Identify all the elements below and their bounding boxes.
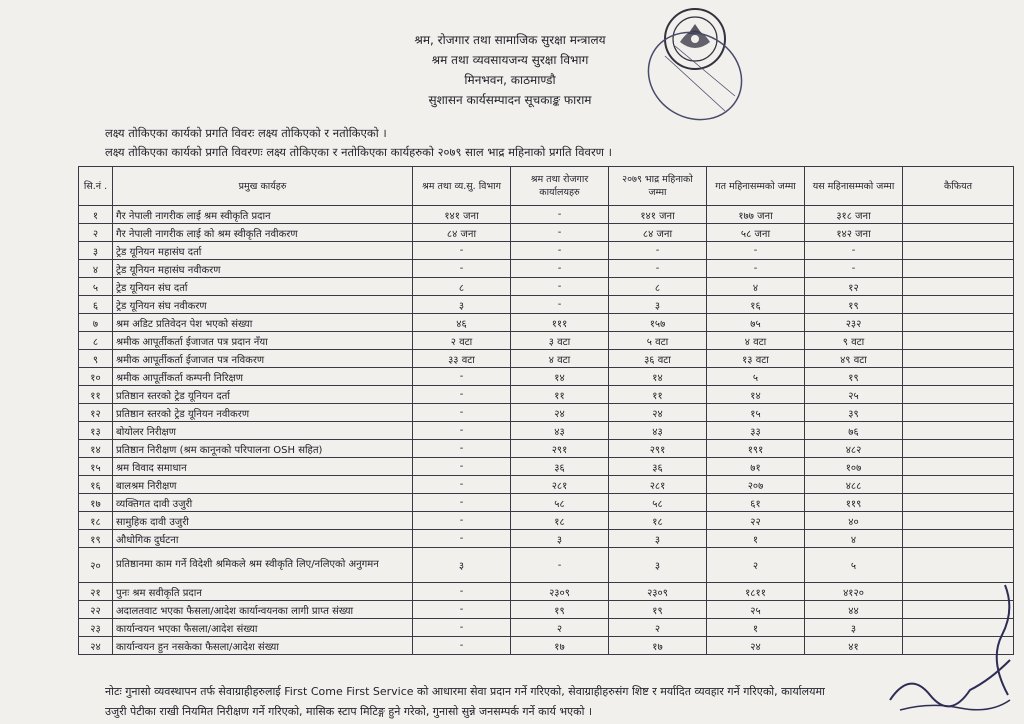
cell-remarks bbox=[903, 350, 1014, 368]
column-header-prev-total: गत महिनासम्मको जम्मा bbox=[707, 167, 805, 206]
cell-prev-total: ५ bbox=[707, 368, 805, 386]
cell-month-total: ३६ bbox=[609, 458, 707, 476]
cell-month-total: १५७ bbox=[609, 314, 707, 332]
cell-work: श्रमीक आपूर्तीकर्ता ईजाजत पत्र प्रदान नँया bbox=[113, 332, 413, 350]
cell-offices: ४ वटा bbox=[511, 350, 609, 368]
cell-month-total: ५८ bbox=[609, 494, 707, 512]
cell-offices: ३ bbox=[511, 530, 609, 548]
cell-work: प्रतिष्ठान स्तरको ट्रेड यूनियन दर्ता bbox=[113, 386, 413, 404]
cell-sn: २० bbox=[79, 548, 113, 583]
cell-offices: - bbox=[511, 206, 609, 224]
cell-department: - bbox=[413, 260, 511, 278]
cell-remarks bbox=[903, 404, 1014, 422]
department-name: श्रम तथा व्यवसायजन्य सुरक्षा विभाग bbox=[431, 53, 589, 67]
cell-month-total: ५ वटा bbox=[609, 332, 707, 350]
cell-sn: ३ bbox=[79, 242, 113, 260]
cell-month-total: ३ bbox=[609, 296, 707, 314]
cell-cum-total: ३१८ जना bbox=[805, 206, 903, 224]
cell-department: २ वटा bbox=[413, 332, 511, 350]
table-row bbox=[79, 619, 1014, 637]
cell-department: ३ bbox=[413, 548, 511, 583]
cell-remarks bbox=[903, 332, 1014, 350]
cell-department: ३३ वटा bbox=[413, 350, 511, 368]
cell-month-total: २९१ bbox=[609, 440, 707, 458]
cell-remarks bbox=[903, 206, 1014, 224]
cell-department: ३ bbox=[413, 296, 511, 314]
cell-month-total: ३६ वटा bbox=[609, 350, 707, 368]
cell-sn: ९ bbox=[79, 350, 113, 368]
cell-remarks bbox=[903, 476, 1014, 494]
cell-cum-total: ३९ bbox=[805, 404, 903, 422]
cell-prev-total: १ bbox=[707, 530, 805, 548]
cell-department: - bbox=[413, 458, 511, 476]
cell-cum-total: ४ bbox=[805, 530, 903, 548]
cell-prev-total: १ bbox=[707, 619, 805, 637]
cell-work: श्रमीक आपूर्तीकर्ता ईजाजत पत्र नविकरण bbox=[113, 350, 413, 368]
cell-cum-total: १४२ जना bbox=[805, 224, 903, 242]
cell-work: व्यक्तिगत दावी उजुरी bbox=[113, 494, 413, 512]
cell-prev-total: ७५ bbox=[707, 314, 805, 332]
cell-offices: १११ bbox=[511, 314, 609, 332]
cell-department: - bbox=[413, 601, 511, 619]
cell-prev-total: - bbox=[707, 260, 805, 278]
table-row bbox=[79, 386, 1014, 404]
cell-month-total: ३ bbox=[609, 530, 707, 548]
cell-offices: १८ bbox=[511, 512, 609, 530]
cell-work: कार्यान्वयन हुन नसकेका फैसला/आदेश संख्या bbox=[113, 637, 413, 655]
table-row bbox=[79, 260, 1014, 278]
table-row bbox=[79, 601, 1014, 619]
cell-sn: ११ bbox=[79, 386, 113, 404]
table-row bbox=[79, 242, 1014, 260]
cell-work: गैर नेपाली नागरीक लाई श्रम स्वीकृति प्रदान bbox=[113, 206, 413, 224]
table-row bbox=[79, 637, 1014, 655]
cell-sn: १० bbox=[79, 368, 113, 386]
cell-sn: १६ bbox=[79, 476, 113, 494]
cell-month-total: - bbox=[609, 242, 707, 260]
progress-table bbox=[78, 166, 1014, 655]
cell-sn: २३ bbox=[79, 619, 113, 637]
cell-month-total: ८ bbox=[609, 278, 707, 296]
cell-cum-total: ७६ bbox=[805, 422, 903, 440]
cell-month-total: ८४ जना bbox=[609, 224, 707, 242]
cell-cum-total: ४८२ bbox=[805, 440, 903, 458]
cell-sn: ६ bbox=[79, 296, 113, 314]
cell-work: ट्रेड यूनियन महासंघ नवीकरण bbox=[113, 260, 413, 278]
cell-work: पुनः श्रम सवीकृति प्रदान bbox=[113, 583, 413, 601]
cell-prev-total: २०७ bbox=[707, 476, 805, 494]
cell-sn: ७ bbox=[79, 314, 113, 332]
cell-work: ट्रेड यूनियन संघ दर्ता bbox=[113, 278, 413, 296]
cell-sn: २ bbox=[79, 224, 113, 242]
cell-month-total: १९ bbox=[609, 601, 707, 619]
cell-remarks bbox=[903, 512, 1014, 530]
cell-offices: १७ bbox=[511, 637, 609, 655]
table-row bbox=[79, 314, 1014, 332]
column-header-sn: सि.नं . bbox=[79, 167, 113, 206]
cell-prev-total: ६१ bbox=[707, 494, 805, 512]
column-header-department: श्रम तथा व्य.सु. विभाग bbox=[413, 167, 511, 206]
cell-offices: - bbox=[511, 278, 609, 296]
cell-work: अदालतवाट भएका फैसला/आदेश कार्यान्वयनका लागी प्राप्त संख्या bbox=[113, 601, 413, 619]
table-row bbox=[79, 224, 1014, 242]
table-row bbox=[79, 512, 1014, 530]
cell-offices: २९१ bbox=[511, 440, 609, 458]
cell-offices: ५८ bbox=[511, 494, 609, 512]
cell-prev-total: ५८ जना bbox=[707, 224, 805, 242]
note-line-1: नोटः गुनासो व्यवस्थापन तर्फ सेवाग्राहीहरुलाई First Come First Service को आधारमा सेवा प्रदान गर्ने गरिएको, सेवाग्राहीहरुसंग शिष्ट र मर्यादित व्यवहार गर्ने गरिएको, कार्यालयमा bbox=[105, 685, 825, 698]
cell-cum-total: ११९ bbox=[805, 494, 903, 512]
table-row bbox=[79, 350, 1014, 368]
cell-prev-total: १८११ bbox=[707, 583, 805, 601]
cell-prev-total: २४ bbox=[707, 637, 805, 655]
column-header-month-total: २०७९ भाद्र महिनाको जम्मा bbox=[609, 167, 707, 206]
cell-work: गैर नेपाली नागरीक लाई को श्रम स्वीकृति नवीकरण bbox=[113, 224, 413, 242]
cell-prev-total: - bbox=[707, 242, 805, 260]
cell-department: - bbox=[413, 422, 511, 440]
cell-cum-total: ४१२० bbox=[805, 583, 903, 601]
cell-sn: २१ bbox=[79, 583, 113, 601]
cell-department: - bbox=[413, 530, 511, 548]
cell-offices: ४३ bbox=[511, 422, 609, 440]
cell-prev-total: २ bbox=[707, 548, 805, 583]
form-title: सुशासन कार्यसम्पादन सूचकाङ्क फाराम bbox=[428, 93, 592, 107]
cell-sn: १४ bbox=[79, 440, 113, 458]
cell-work: सामुहिक दावी उजुरी bbox=[113, 512, 413, 530]
cell-department: - bbox=[413, 619, 511, 637]
cell-sn: १८ bbox=[79, 512, 113, 530]
table-row bbox=[79, 422, 1014, 440]
table-row bbox=[79, 404, 1014, 422]
cell-month-total: २८१ bbox=[609, 476, 707, 494]
cell-prev-total: १७७ जना bbox=[707, 206, 805, 224]
vertical-signature-icon bbox=[990, 580, 1020, 700]
intro-line-2: लक्ष्य तोकिएका कार्यको प्रगति विवरणः लक्ष्य तोकिएका र नतोकिएका कार्यहरुको २०७९ साल भाद्र महिनाको प्रगति विवरण । bbox=[105, 145, 612, 159]
cell-cum-total: २३२ bbox=[805, 314, 903, 332]
cell-work: बालश्रम निरीक्षण bbox=[113, 476, 413, 494]
note-line-2: उजुरी पेटीका राखी नियमित निरीक्षण गर्ने गरिएको, मासिक स्टाप मिटिङ्ग हुने गरेको, गुनासो सुन्ने जनसम्पर्क गर्ने कार्य भएको । bbox=[105, 705, 593, 718]
cell-remarks bbox=[903, 440, 1014, 458]
table-row bbox=[79, 296, 1014, 314]
ministry-name: श्रम, रोजगार तथा सामाजिक सुरक्षा मन्त्रालय bbox=[414, 33, 606, 47]
cell-remarks bbox=[903, 530, 1014, 548]
cell-prev-total: २५ bbox=[707, 601, 805, 619]
column-header-cum-total: यस महिनासम्मको जम्मा bbox=[805, 167, 903, 206]
cell-offices: २ bbox=[511, 619, 609, 637]
table-row bbox=[79, 476, 1014, 494]
cell-prev-total: ४ वटा bbox=[707, 332, 805, 350]
cell-cum-total: ९ वटा bbox=[805, 332, 903, 350]
table-row bbox=[79, 332, 1014, 350]
cell-offices: ३ वटा bbox=[511, 332, 609, 350]
cell-month-total: २४ bbox=[609, 404, 707, 422]
cell-sn: १ bbox=[79, 206, 113, 224]
cell-department: - bbox=[413, 242, 511, 260]
cell-sn: २४ bbox=[79, 637, 113, 655]
table-row bbox=[79, 548, 1014, 583]
cell-month-total: २ bbox=[609, 619, 707, 637]
cell-work: प्रतिष्ठानमा काम गर्ने विदेशी श्रमिकले श्रम स्वीकृति लिए/नलिएको अनुगमन bbox=[113, 548, 413, 583]
intro-line-1: लक्ष्य तोकिएका कार्यको प्रगति विवरः लक्ष्य तोकिएको र नतोकिएको । bbox=[105, 126, 387, 140]
cell-remarks bbox=[903, 458, 1014, 476]
cell-work: प्रतिष्ठान निरीक्षण (श्रम कानूनको परिपालना OSH सहित) bbox=[113, 440, 413, 458]
cell-work: श्रमीक आपूर्तीकर्ता कम्पनी निरिक्षण bbox=[113, 368, 413, 386]
cell-month-total: ११ bbox=[609, 386, 707, 404]
cell-work: औधोगिक दुर्घटना bbox=[113, 530, 413, 548]
cell-cum-total: ३ bbox=[805, 619, 903, 637]
cell-month-total: ३ bbox=[609, 548, 707, 583]
cell-prev-total: ४ bbox=[707, 278, 805, 296]
cell-cum-total: १९ bbox=[805, 368, 903, 386]
table-row bbox=[79, 206, 1014, 224]
cell-work: प्रतिष्ठान स्तरको ट्रेड यूनियन नवीकरण bbox=[113, 404, 413, 422]
column-header-remarks: कैफियत bbox=[903, 167, 1014, 206]
cell-offices: २३०९ bbox=[511, 583, 609, 601]
cell-sn: ५ bbox=[79, 278, 113, 296]
cell-work: श्रम विवाद समाधान bbox=[113, 458, 413, 476]
cell-offices: ३६ bbox=[511, 458, 609, 476]
cell-cum-total: १२ bbox=[805, 278, 903, 296]
cell-remarks bbox=[903, 548, 1014, 583]
document-header bbox=[290, 30, 730, 110]
cell-prev-total: १४ bbox=[707, 386, 805, 404]
table-row bbox=[79, 494, 1014, 512]
cell-sn: २२ bbox=[79, 601, 113, 619]
cell-remarks bbox=[903, 224, 1014, 242]
table-row bbox=[79, 440, 1014, 458]
table-row bbox=[79, 368, 1014, 386]
cell-department: ४६ bbox=[413, 314, 511, 332]
cell-prev-total: ३३ bbox=[707, 422, 805, 440]
table-row bbox=[79, 278, 1014, 296]
cell-prev-total: १३ वटा bbox=[707, 350, 805, 368]
cell-offices: १४ bbox=[511, 368, 609, 386]
table-row bbox=[79, 583, 1014, 601]
cell-remarks bbox=[903, 422, 1014, 440]
cell-work: बोयोलर निरीक्षण bbox=[113, 422, 413, 440]
cell-offices: - bbox=[511, 260, 609, 278]
table-header-row bbox=[79, 167, 1014, 206]
cell-department: - bbox=[413, 512, 511, 530]
cell-prev-total: १९१ bbox=[707, 440, 805, 458]
cell-sn: ४ bbox=[79, 260, 113, 278]
table-row bbox=[79, 530, 1014, 548]
cell-sn: १९ bbox=[79, 530, 113, 548]
cell-offices: १९ bbox=[511, 601, 609, 619]
cell-month-total: १४१ जना bbox=[609, 206, 707, 224]
cell-month-total: १४ bbox=[609, 368, 707, 386]
cell-department: - bbox=[413, 440, 511, 458]
table-row bbox=[79, 458, 1014, 476]
cell-remarks bbox=[903, 296, 1014, 314]
cell-department: १४१ जना bbox=[413, 206, 511, 224]
cell-cum-total: ४८८ bbox=[805, 476, 903, 494]
cell-department: - bbox=[413, 583, 511, 601]
cell-department: - bbox=[413, 637, 511, 655]
cell-month-total: २३०९ bbox=[609, 583, 707, 601]
cell-prev-total: २२ bbox=[707, 512, 805, 530]
cell-prev-total: ७१ bbox=[707, 458, 805, 476]
cell-prev-total: १६ bbox=[707, 296, 805, 314]
cell-work: कार्यान्वयन भएका फैसला/आदेश संख्या bbox=[113, 619, 413, 637]
cell-cum-total: ५ bbox=[805, 548, 903, 583]
cell-remarks bbox=[903, 260, 1014, 278]
cell-work: ट्रेड यूनियन संघ नवीकरण bbox=[113, 296, 413, 314]
cell-department: - bbox=[413, 404, 511, 422]
cell-department: - bbox=[413, 368, 511, 386]
cell-cum-total: १०७ bbox=[805, 458, 903, 476]
cell-remarks bbox=[903, 242, 1014, 260]
cell-cum-total: - bbox=[805, 260, 903, 278]
cell-department: - bbox=[413, 476, 511, 494]
cell-offices: २८१ bbox=[511, 476, 609, 494]
cell-month-total: १८ bbox=[609, 512, 707, 530]
cell-cum-total: ४९ वटा bbox=[805, 350, 903, 368]
column-header-offices: श्रम तथा रोजगार कार्यालयहरु bbox=[511, 167, 609, 206]
office-location: मिनभवन, काठमाण्डौ bbox=[464, 73, 556, 87]
cell-sn: ८ bbox=[79, 332, 113, 350]
cell-remarks bbox=[903, 278, 1014, 296]
cell-remarks bbox=[903, 314, 1014, 332]
cell-remarks bbox=[903, 386, 1014, 404]
cell-department: ८ bbox=[413, 278, 511, 296]
cell-month-total: १७ bbox=[609, 637, 707, 655]
cell-month-total: - bbox=[609, 260, 707, 278]
column-header-work: प्रमुख कार्यहरु bbox=[113, 167, 413, 206]
cell-sn: १२ bbox=[79, 404, 113, 422]
cell-sn: १७ bbox=[79, 494, 113, 512]
cell-work: ट्रेड यूनियन महासंघ दर्ता bbox=[113, 242, 413, 260]
cell-sn: १३ bbox=[79, 422, 113, 440]
cell-cum-total: १९ bbox=[805, 296, 903, 314]
cell-cum-total: - bbox=[805, 242, 903, 260]
cell-prev-total: १५ bbox=[707, 404, 805, 422]
cell-month-total: ४३ bbox=[609, 422, 707, 440]
cell-cum-total: ४४ bbox=[805, 601, 903, 619]
cell-offices: - bbox=[511, 242, 609, 260]
cell-remarks bbox=[903, 494, 1014, 512]
cell-cum-total: ४० bbox=[805, 512, 903, 530]
cell-offices: - bbox=[511, 224, 609, 242]
cell-department: - bbox=[413, 494, 511, 512]
cell-cum-total: २५ bbox=[805, 386, 903, 404]
cell-sn: १५ bbox=[79, 458, 113, 476]
cell-offices: ११ bbox=[511, 386, 609, 404]
cell-remarks bbox=[903, 368, 1014, 386]
cell-offices: - bbox=[511, 548, 609, 583]
cell-work: श्रम अडिट प्रतिवेदन पेश भएको संख्या bbox=[113, 314, 413, 332]
cell-offices: २४ bbox=[511, 404, 609, 422]
cell-department: - bbox=[413, 386, 511, 404]
cell-department: ८४ जना bbox=[413, 224, 511, 242]
cell-cum-total: ४१ bbox=[805, 637, 903, 655]
table-body bbox=[79, 206, 1014, 655]
cell-offices: - bbox=[511, 296, 609, 314]
